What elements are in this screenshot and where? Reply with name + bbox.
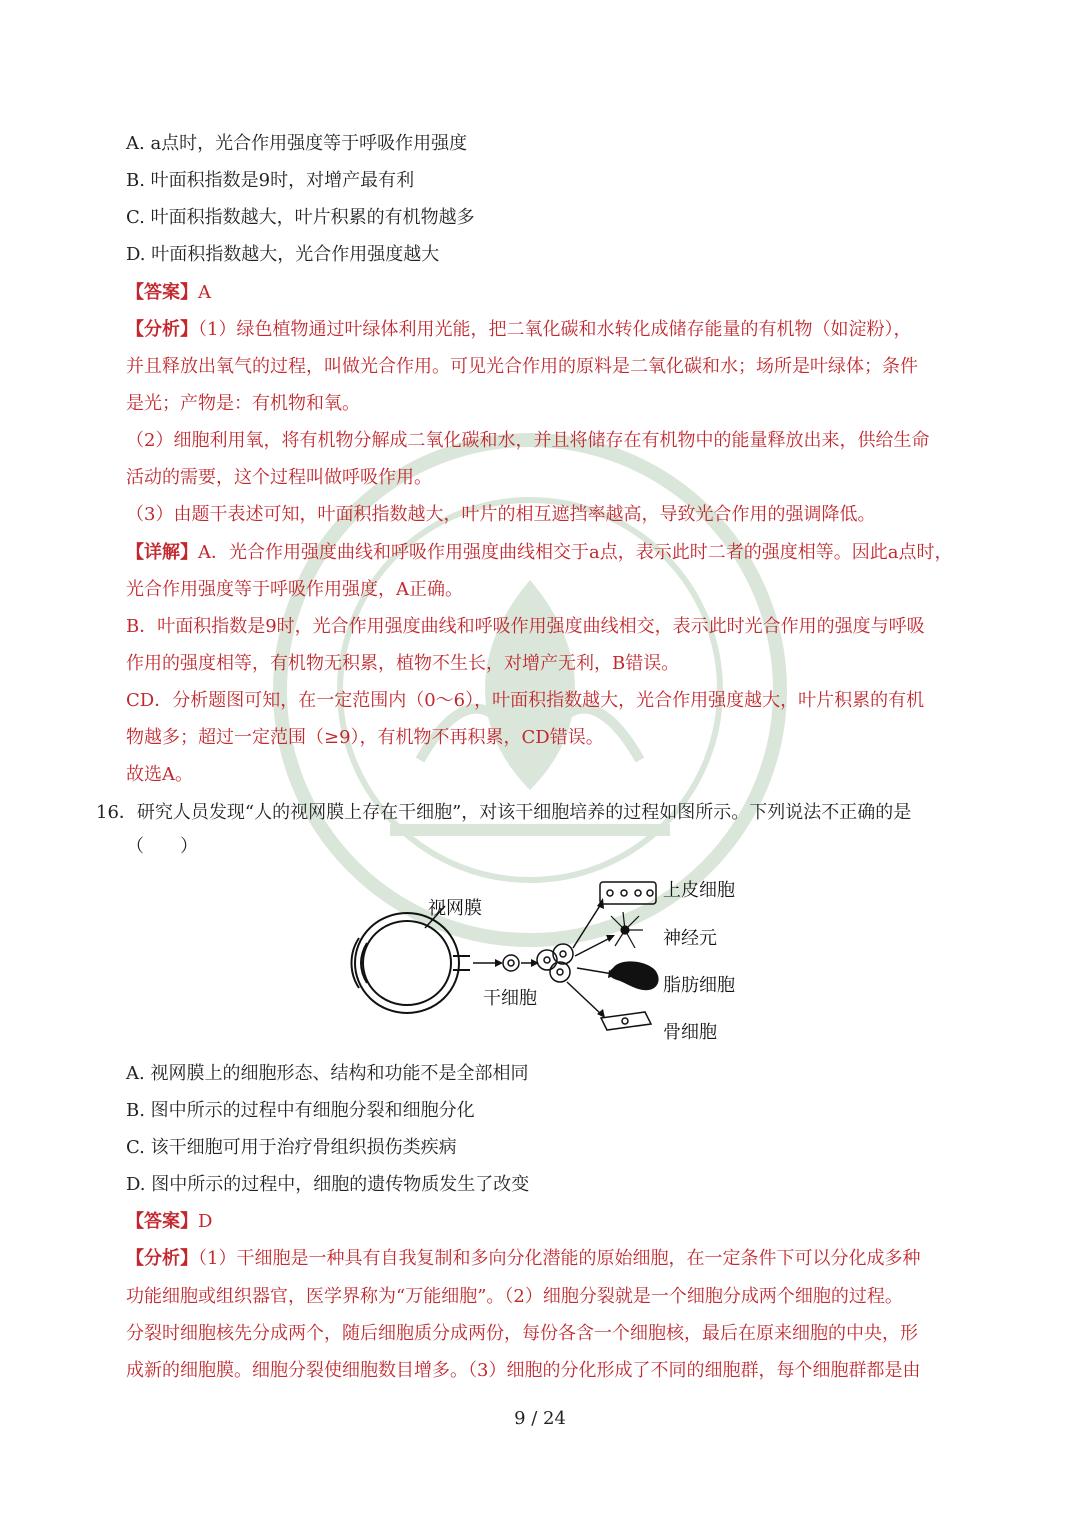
q16-option-a: A. 视网膜上的细胞形态、结构和功能不是全部相同	[126, 1063, 529, 1084]
bone-cell-icon	[601, 1012, 651, 1030]
q15-analysis-line-5: 活动的需要，这个过程叫做呼吸作用。	[126, 467, 432, 488]
q15-analysis-line-3: 是光；产物是：有机物和氧。	[126, 393, 360, 414]
q16-analysis-line-2: 功能细胞或组织器官，医学界称为“万能细胞”。（2）细胞分裂就是一个细胞分成两个细胞的过程。	[126, 1286, 903, 1307]
stem-cell-icon	[503, 955, 519, 971]
q16-analysis-tag: 【分析】	[126, 1248, 198, 1269]
q16-answer	[126, 1210, 212, 1234]
q15-answer	[126, 281, 211, 305]
q15-analysis-line-1	[126, 318, 911, 342]
q15-detail-line-1	[126, 541, 952, 565]
q16-analysis-line-3: 分裂时细胞核先分成两个，随后细胞质分成两份，每份各含一个细胞核，最后在原来细胞的中央，形	[126, 1323, 918, 1344]
q16-answer-tag: 【答案】	[126, 1211, 198, 1232]
q15-detail-line-3: B．叶面积指数是9时，光合作用强度曲线和呼吸作用强度曲线相交，表示此时光合作用的强度与呼吸	[126, 616, 925, 637]
dividing-cells-icon	[537, 944, 573, 982]
q15-option-b: B. 叶面积指数是9时，对增产最有利	[126, 170, 415, 191]
q15-analysis-text-1: （1）绿色植物通过叶绿体利用光能，把二氧化碳和水转化成储存能量的有机物（如淀粉），	[198, 319, 912, 340]
fat-cell-icon	[610, 961, 659, 990]
q16-analysis-line-4: 成新的细胞膜。细胞分裂使细胞数目增多。（3）细胞的分化形成了不同的细胞群，每个细胞群都是由	[126, 1360, 921, 1381]
q15-answer-value: A	[198, 282, 211, 303]
label-neuron: 神经元	[663, 928, 717, 949]
q15-option-a: A. a点时，光合作用强度等于呼吸作用强度	[126, 133, 468, 154]
label-retina: 视网膜	[428, 898, 482, 919]
q15-analysis-line-2: 并且释放出氧气的过程，叫做光合作用。可见光合作用的原料是二氧化碳和水；场所是叶绿体；条件	[126, 356, 918, 377]
eye-icon	[352, 913, 471, 1013]
q16-option-b: B. 图中所示的过程中有细胞分裂和细胞分化	[126, 1100, 475, 1121]
q15-analysis-tag: 【分析】	[126, 319, 198, 340]
q15-detail-line-2: 光合作用强度等于呼吸作用强度，A正确。	[126, 579, 463, 600]
q16-stem-line-2: （ ）	[126, 836, 198, 857]
q15-analysis-line-6: （3）由题干表述可知，叶面积指数越大，叶片的相互遮挡率越高，导致光合作用的强调降低。	[126, 504, 876, 525]
q16-option-c: C. 该干细胞可用于治疗骨组织损伤类疾病	[126, 1137, 457, 1158]
stem-cell-diagram	[345, 868, 745, 1046]
q15-detail-line-4: 作用的强度相等，有机物无积累，植物不生长，对增产无利，B错误。	[126, 653, 680, 674]
page-number: 9 / 24	[514, 1408, 566, 1429]
q15-detail-line-6: 物越多；超过一定范围（≥9），有机物不再积累，CD错误。	[126, 727, 604, 748]
q16-option-d: D. 图中所示的过程中，细胞的遗传物质发生了改变	[126, 1174, 530, 1195]
q15-detail-line-5: CD．分析题图可知，在一定范围内（0～6），叶面积指数越大，光合作用强度越大，叶片积累的有机	[126, 690, 925, 711]
q15-option-d: D. 叶面积指数越大，光合作用强度越大	[126, 244, 440, 265]
q15-detail-tag: 【详解】	[126, 542, 198, 563]
epithelial-cell-icon	[600, 882, 656, 904]
label-stem-cell: 干细胞	[483, 988, 537, 1009]
label-fat-cell: 脂肪细胞	[663, 975, 735, 996]
q15-analysis-line-4: （2）细胞利用氧，将有机物分解成二氧化碳和水，并且将储存在有机物中的能量释放出来，供给生命	[126, 430, 930, 451]
q16-analysis-line-1	[126, 1247, 920, 1271]
q15-detail-line-7: 故选A。	[126, 764, 193, 785]
q16-stem-line-1: 16．研究人员发现“人的视网膜上存在干细胞”，对该干细胞培养的过程如图所示。下列说法不正确的是	[96, 802, 912, 823]
q16-analysis-text-1: （1）干细胞是一种具有自我复制和多向分化潜能的原始细胞，在一定条件下可以分化成多种	[198, 1248, 921, 1269]
neuron-icon	[611, 912, 643, 948]
q16-answer-value: D	[198, 1211, 213, 1232]
label-epithelial-cell: 上皮细胞	[663, 880, 735, 901]
q15-detail-text-1: A．光合作用强度曲线和呼吸作用强度曲线相交于a点，表示此时二者的强度相等。因此a点时，	[198, 542, 953, 563]
label-bone-cell: 骨细胞	[663, 1022, 717, 1043]
q15-answer-tag: 【答案】	[126, 282, 198, 303]
q15-option-c: C. 叶面积指数越大，叶片积累的有机物越多	[126, 207, 475, 228]
